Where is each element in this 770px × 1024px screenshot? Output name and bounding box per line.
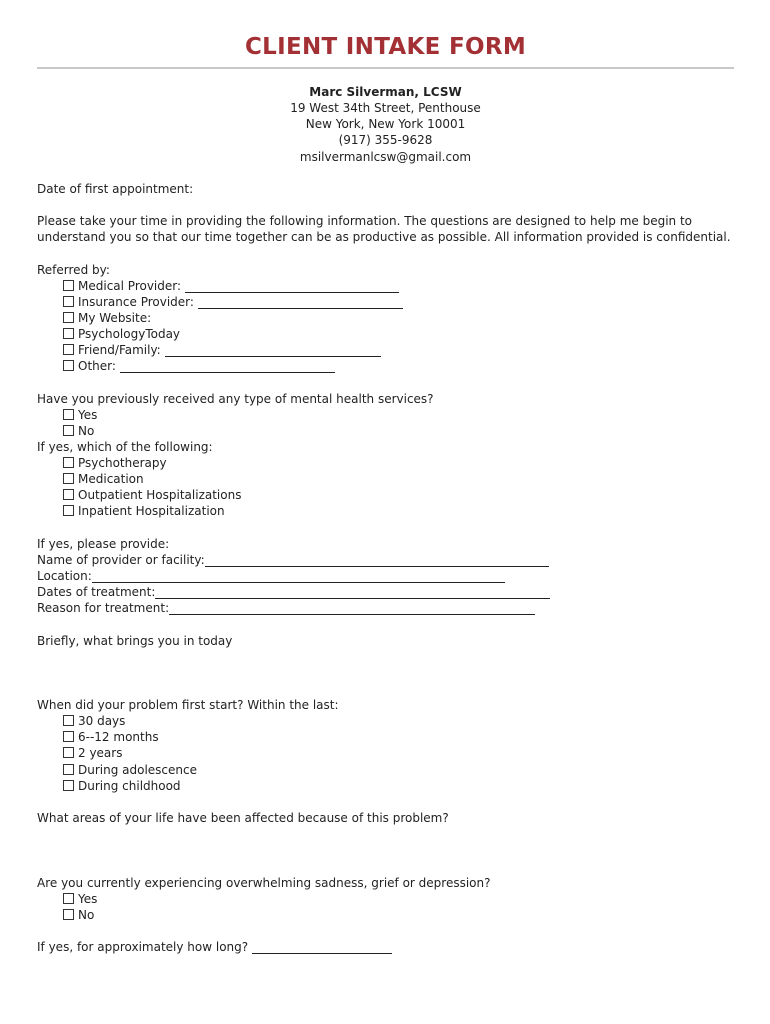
checkbox[interactable]	[63, 473, 74, 484]
referral-option-website[interactable]: My Website:	[63, 310, 151, 326]
checkbox[interactable]	[63, 457, 74, 468]
checkbox[interactable]	[63, 328, 74, 339]
checkbox[interactable]	[63, 425, 74, 436]
provide-label: If yes, please provide:	[37, 537, 170, 551]
checkbox[interactable]	[63, 747, 74, 758]
title-divider	[37, 67, 734, 69]
checkbox[interactable]	[63, 344, 74, 355]
checkbox[interactable]	[63, 280, 74, 291]
treatment-reason-field[interactable]: Reason for treatment:	[37, 600, 535, 616]
checkbox[interactable]	[63, 489, 74, 500]
problem-start-question: When did your problem first start? Within the last:	[37, 698, 339, 712]
sadness-question: Are you currently experiencing overwhelming sadness, grief or depression?	[37, 876, 491, 890]
problem-start-6-12-months[interactable]: 6--12 months	[63, 729, 159, 745]
checkbox[interactable]	[63, 505, 74, 516]
prior-services-followup: If yes, which of the following:	[37, 440, 213, 454]
referral-option-friend-family[interactable]: Friend/Family:	[63, 342, 381, 358]
therapist-email: msilvermanlcsw@gmail.com	[299, 150, 472, 164]
checkbox[interactable]	[63, 715, 74, 726]
blank-line[interactable]	[169, 602, 535, 615]
therapist-address-line1: 19 West 34th Street, Penthouse	[290, 101, 481, 115]
first-appointment-label: Date of first appointment:	[37, 182, 194, 196]
referral-option-other[interactable]: Other:	[63, 358, 335, 374]
prior-services-yes[interactable]: Yes	[63, 407, 97, 423]
checkbox[interactable]	[63, 312, 74, 323]
therapist-phone: (917) 355-9628	[338, 133, 433, 147]
blank-line[interactable]	[120, 360, 335, 373]
checkbox[interactable]	[63, 764, 74, 775]
location-field[interactable]: Location:	[37, 568, 505, 584]
form-title: CLIENT INTAKE FORM	[244, 34, 527, 60]
problem-start-30-days[interactable]: 30 days	[63, 713, 125, 729]
checkbox[interactable]	[63, 893, 74, 904]
areas-affected-question: What areas of your life have been affected because of this problem?	[37, 811, 449, 825]
intro-line-2: understand you so that our time together can be as productive as possible. All information provided is confidential.	[37, 230, 731, 244]
checkbox[interactable]	[63, 360, 74, 371]
intro-line-1: Please take your time in providing the following information. The questions are designed to help me begin to	[37, 214, 693, 228]
sadness-yes[interactable]: Yes	[63, 891, 97, 907]
blank-line[interactable]	[92, 570, 505, 583]
referral-option-psychologytoday[interactable]: PsychologyToday	[63, 326, 180, 342]
treatment-dates-field[interactable]: Dates of treatment:	[37, 584, 550, 600]
therapist-address-line2: New York, New York 10001	[305, 117, 466, 131]
provider-name-field[interactable]: Name of provider or facility:	[37, 552, 549, 568]
brings-you-question: Briefly, what brings you in today	[37, 634, 233, 648]
referral-option-medical-provider[interactable]: Medical Provider:	[63, 278, 399, 294]
blank-line[interactable]	[155, 586, 550, 599]
checkbox[interactable]	[63, 909, 74, 920]
blank-line[interactable]	[252, 941, 392, 954]
referred-by-label: Referred by:	[37, 263, 110, 277]
checkbox[interactable]	[63, 409, 74, 420]
problem-start-adolescence[interactable]: During adolescence	[63, 762, 197, 778]
problem-start-2-years[interactable]: 2 years	[63, 745, 122, 761]
service-type-medication[interactable]: Medication	[63, 471, 144, 487]
prior-services-question: Have you previously received any type of mental health services?	[37, 392, 434, 406]
service-type-inpatient[interactable]: Inpatient Hospitalization	[63, 503, 225, 519]
sadness-no[interactable]: No	[63, 907, 94, 923]
service-type-psychotherapy[interactable]: Psychotherapy	[63, 455, 167, 471]
blank-line[interactable]	[185, 280, 399, 293]
blank-line[interactable]	[165, 344, 381, 357]
blank-line[interactable]	[198, 296, 403, 309]
prior-services-no[interactable]: No	[63, 423, 94, 439]
checkbox[interactable]	[63, 731, 74, 742]
checkbox[interactable]	[63, 780, 74, 791]
referral-option-insurance-provider[interactable]: Insurance Provider:	[63, 294, 403, 310]
blank-line[interactable]	[205, 554, 549, 567]
service-type-outpatient[interactable]: Outpatient Hospitalizations	[63, 487, 241, 503]
problem-start-childhood[interactable]: During childhood	[63, 778, 181, 794]
sadness-duration-field[interactable]: If yes, for approximately how long?	[37, 939, 392, 955]
checkbox[interactable]	[63, 296, 74, 307]
therapist-name: Marc Silverman, LCSW	[309, 85, 462, 99]
